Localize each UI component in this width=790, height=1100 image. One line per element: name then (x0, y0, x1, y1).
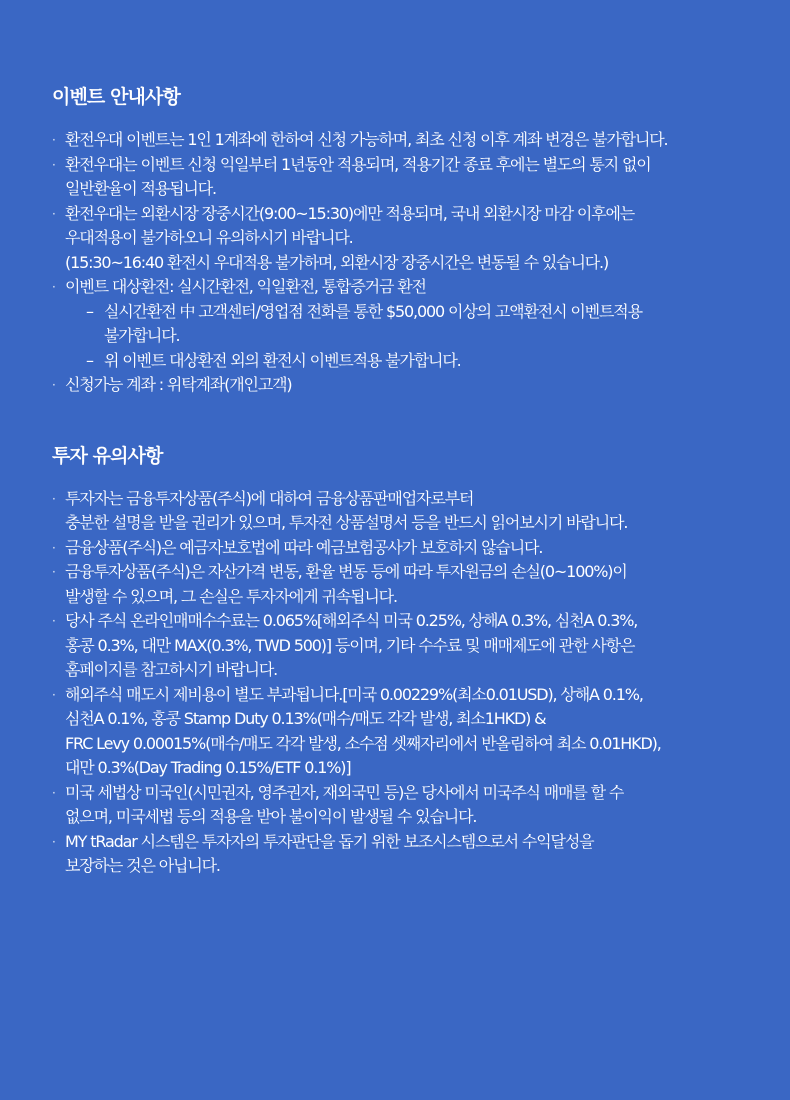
notice-item (52, 609, 790, 683)
notice-item (52, 275, 790, 373)
bullet-icon: · (52, 378, 55, 392)
notice-item (52, 830, 790, 879)
invest-section-title: 투자 유의사항 (52, 444, 163, 467)
bullet-icon: · (52, 280, 55, 294)
notice-text-line: 우대적용이 불가하오니 유의하시기 바랍니다. (65, 228, 353, 247)
notice-text-line: 대만 0.3%(Day Trading 0.15%/ETF 0.1%)] (65, 758, 351, 777)
bullet-icon: · (52, 565, 55, 579)
bullet-icon: · (52, 157, 55, 172)
invest-notice-list (52, 487, 790, 879)
notice-text-line: 보장하는 것은 아닙니다. (65, 856, 220, 875)
notice-text-line: (15:30~16:40 환전시 우대적용 불가하며, 외환시장 장중시간은 변동될 수 있습니다.) (65, 252, 609, 272)
notice-text-line: 환전우대는 이벤트 신청 익일부터 1년동안 적용되며, 적용기간 종료 후에는 별도의 통지 없이 (65, 154, 651, 174)
notice-sub-text-line (86, 349, 790, 374)
dash-icon: – (86, 301, 93, 321)
notice-item (52, 781, 790, 830)
notice-text-line: MY tRadar 시스템은 투자자의 투자판단을 돕기 위한 보조시스템으로서 수익달성을 (65, 831, 594, 851)
invest-section (52, 442, 790, 879)
bullet-icon: · (52, 206, 55, 221)
notice-text-line: 금융상품(주식)은 예금자보호법에 따라 예금보험공사가 보호하지 않습니다. (65, 537, 543, 557)
notice-item (52, 683, 790, 781)
notice-item (52, 153, 790, 202)
notice-text-line: 금융투자상품(주식)은 자산가격 변동, 환율 변동 등에 따라 투자원금의 손실(0~100%)이 (65, 562, 627, 581)
bullet-icon: · (52, 687, 55, 702)
notice-sub-item (65, 300, 790, 349)
notice-text-line: 미국 세법상 미국인(시민권자, 영주권자, 재외국민 등)은 당사에서 미국주식 매매를 할 수 (65, 782, 624, 802)
notice-text-line: 당사 주식 온라인매매수수료는 0.065%[해외주식 미국 0.25%, 상해A 0.3%, 심천A 0.3%, (65, 611, 638, 630)
bullet-icon: · (52, 785, 55, 800)
notice-text-line: 홈페이지를 참고하시기 바랍니다. (65, 660, 278, 679)
notice-sub-text: 실시간환전 中 고객센터/영업점 전화를 통한 $50,000 이상의 고액환전시 이벤트적용 (104, 301, 642, 321)
notice-item (52, 536, 790, 561)
notice-text-line: 홍콩 0.3%, 대만 MAX(0.3%, TWD 500)] 등이며, 기타 수수료 및 매매제도에 관한 사항은 (65, 635, 635, 655)
notice-text-line: 일반환율이 적용됩니다. (65, 179, 216, 198)
notice-text-line: 투자자는 금융투자상품(주식)에 대하여 금융상품판매업자로부터 (65, 488, 474, 508)
event-notice-list (52, 128, 790, 398)
notice-item (52, 560, 790, 609)
notice-text-line: 발생할 수 있으며, 그 손실은 투자자에게 귀속됩니다. (65, 586, 397, 606)
notice-text-line: 충분한 설명을 받을 권리가 있으며, 투자전 상품설명서 등을 반드시 읽어보시기 바랍니다. (65, 513, 628, 532)
notice-text-line: 이벤트 대상환전: 실시간환전, 익일환전, 통합증거금 환전 (65, 277, 426, 296)
notice-text-line: 신청가능 계좌 : 위탁계좌(개인고객) (65, 375, 292, 394)
notice-text-line: 심천A 0.1%, 홍콩 Stamp Duty 0.13%(매수/매도 각각 발생, 최소1HKD) & (65, 709, 546, 728)
notice-item (52, 128, 790, 153)
bullet-icon: · (52, 614, 55, 628)
notice-item (52, 487, 790, 536)
notice-sub-text: 불가합니다. (104, 326, 180, 345)
dash-icon: – (86, 350, 93, 370)
notice-sub-text-line (86, 300, 790, 325)
bullet-icon: · (52, 491, 55, 506)
event-section-title: 이벤트 안내사항 (52, 86, 180, 108)
notice-sub-item (65, 349, 790, 374)
bullet-icon: · (52, 133, 55, 147)
event-section (52, 83, 790, 398)
notice-item (52, 202, 790, 276)
notice-sub-text-line (86, 324, 790, 349)
bullet-icon: · (52, 540, 55, 555)
bullet-icon: · (52, 834, 55, 849)
notice-text-line: 환전우대 이벤트는 1인 1계좌에 한하여 신청 가능하며, 최초 신청 이후 계좌 변경은 불가합니다. (65, 130, 668, 149)
notice-text-line: FRC Levy 0.00015%(매수/매도 각각 발생, 소수점 셋째자리에서 반올림하여 최소 0.01HKD), (65, 733, 661, 753)
notice-text-line: 없으며, 미국세법 등의 적용을 받아 불이익이 발생될 수 있습니다. (65, 807, 477, 826)
notice-text-line: 해외주식 매도시 제비용이 별도 부과됩니다.[미국 0.00229%(최소0.01USD), 상해A 0.1%, (65, 684, 643, 704)
notice-item (52, 373, 790, 398)
notice-text-line: 환전우대는 외환시장 장중시간(9:00~15:30)에만 적용되며, 국내 외환시장 마감 이후에는 (65, 203, 635, 223)
notice-sub-text: 위 이벤트 대상환전 외의 환전시 이벤트적용 불가합니다. (104, 350, 461, 370)
